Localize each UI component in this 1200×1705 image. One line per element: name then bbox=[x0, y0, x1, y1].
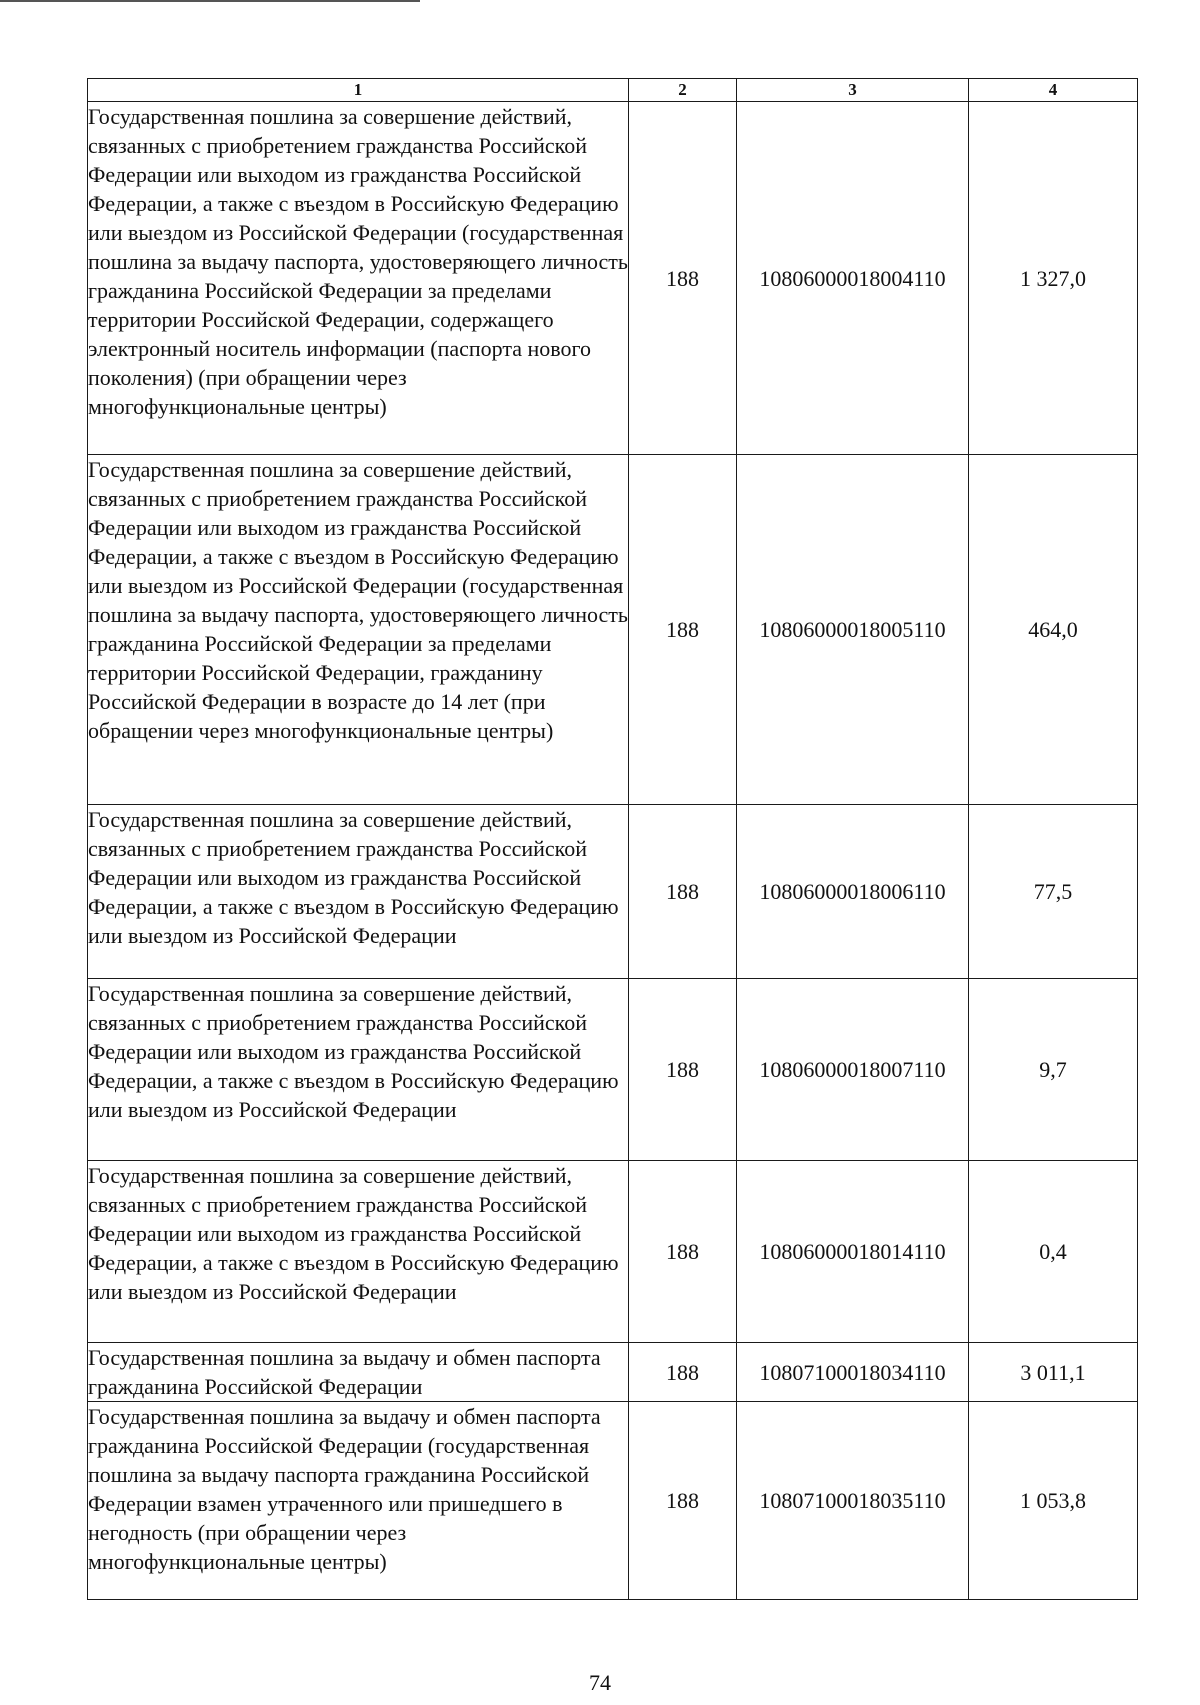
row-description: Государственная пошлина за совершение действий, связанных с приобретением гражданства Российской Федерации или выходом из гражданства Российской Федерации, а также с въездом в Российскую Федерацию или выездом из Российской Федерации bbox=[88, 979, 629, 1161]
row-kbk-code: 10806000018005110 bbox=[737, 455, 969, 805]
row-description: Государственная пошлина за совершение действий, связанных с приобретением гражданства Российской Федерации или выходом из гражданства Российской Федерации, а также с въездом в Российскую Федерацию или выездом из Российской Федерации bbox=[88, 805, 629, 979]
column-header-3: 3 bbox=[737, 79, 969, 102]
row-description: Государственная пошлина за совершение действий, связанных с приобретением гражданства Российской Федерации или выходом из гражданства Российской Федерации, а также с въездом в Российскую Федерацию или выездом из Российской Федерации (государственная пошлина за выдачу паспорта, удостоверяющего личность гражданина Российской Федерации за пределами территории Российской Федерации, гражданину Российской Федерации в возрасте до 14 лет (при обращении через многофункциональные центры) bbox=[88, 455, 629, 805]
column-header-2: 2 bbox=[629, 79, 737, 102]
table-row bbox=[88, 1402, 1138, 1600]
row-kbk-code: 10806000018014110 bbox=[737, 1161, 969, 1343]
column-header-4: 4 bbox=[969, 79, 1138, 102]
scan-edge-line bbox=[0, 0, 420, 2]
page-number: 74 bbox=[589, 1670, 611, 1695]
row-kbk-code: 10806000018004110 bbox=[737, 102, 969, 455]
row-admin-code: 188 bbox=[629, 1161, 737, 1343]
row-description: Государственная пошлина за выдачу и обмен паспорта гражданина Российской Федерации bbox=[88, 1343, 629, 1402]
row-kbk-code: 10806000018006110 bbox=[737, 805, 969, 979]
column-header-1: 1 bbox=[88, 79, 629, 102]
budget-revenue-table bbox=[87, 78, 1138, 1600]
row-admin-code: 188 bbox=[629, 1343, 737, 1402]
row-amount: 1 053,8 bbox=[969, 1402, 1138, 1600]
table-row bbox=[88, 1161, 1138, 1343]
row-admin-code: 188 bbox=[629, 979, 737, 1161]
row-admin-code: 188 bbox=[629, 102, 737, 455]
row-description: Государственная пошлина за совершение действий, связанных с приобретением гражданства Российской Федерации или выходом из гражданства Российской Федерации, а также с въездом в Российскую Федерацию или выездом из Российской Федерации bbox=[88, 1161, 629, 1343]
row-amount: 9,7 bbox=[969, 979, 1138, 1161]
row-kbk-code: 10807100018035110 bbox=[737, 1402, 969, 1600]
row-kbk-code: 10806000018007110 bbox=[737, 979, 969, 1161]
table-header-row bbox=[88, 79, 1138, 102]
row-amount: 1 327,0 bbox=[969, 102, 1138, 455]
row-description: Государственная пошлина за выдачу и обмен паспорта гражданина Российской Федерации (государственная пошлина за выдачу паспорта гражданина Российской Федерации взамен утраченного или пришедшего в негодность (при обращении через многофункциональные центры) bbox=[88, 1402, 629, 1600]
row-amount: 464,0 bbox=[969, 455, 1138, 805]
table-row bbox=[88, 979, 1138, 1161]
row-description: Государственная пошлина за совершение действий, связанных с приобретением гражданства Российской Федерации или выходом из гражданства Российской Федерации, а также с въездом в Российскую Федерацию или выездом из Российской Федерации (государственная пошлина за выдачу паспорта, удостоверяющего личность гражданина Российской Федерации за пределами территории Российской Федерации, содержащего электронный носитель информации (паспорта нового поколения) (при обращении через многофункциональные центры) bbox=[88, 102, 629, 455]
table-row bbox=[88, 1343, 1138, 1402]
row-amount: 77,5 bbox=[969, 805, 1138, 979]
row-admin-code: 188 bbox=[629, 805, 737, 979]
table-row bbox=[88, 455, 1138, 805]
row-amount: 0,4 bbox=[969, 1161, 1138, 1343]
row-kbk-code: 10807100018034110 bbox=[737, 1343, 969, 1402]
row-amount: 3 011,1 bbox=[969, 1343, 1138, 1402]
row-admin-code: 188 bbox=[629, 1402, 737, 1600]
row-admin-code: 188 bbox=[629, 455, 737, 805]
table-row bbox=[88, 805, 1138, 979]
table-row bbox=[88, 102, 1138, 455]
